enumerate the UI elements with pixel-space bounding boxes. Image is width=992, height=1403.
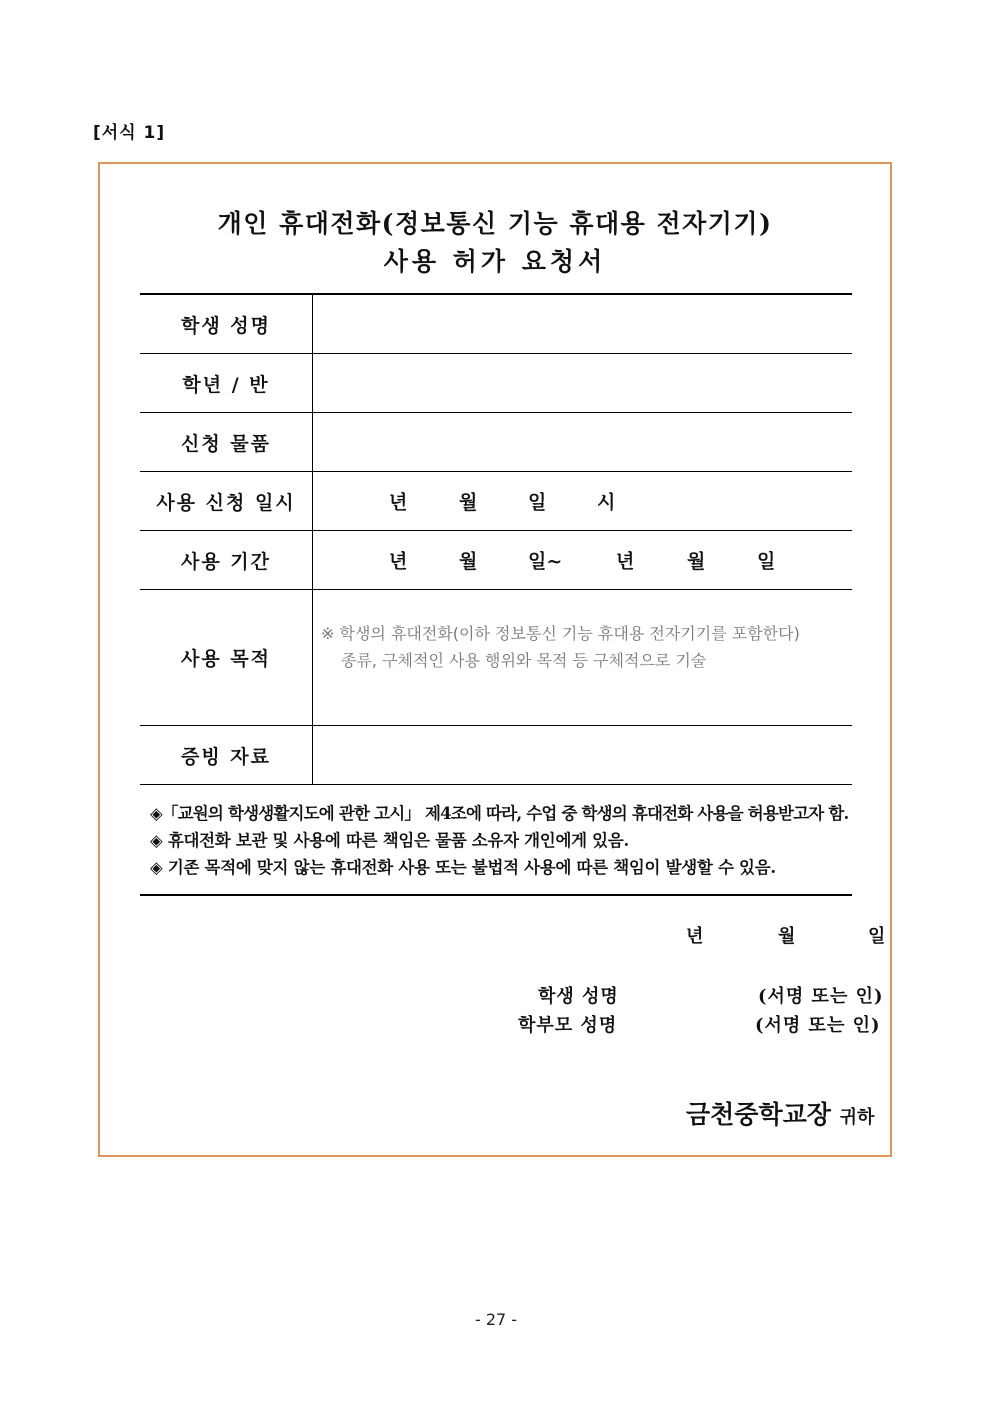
- label-request-datetime: 사용 신청 일시: [140, 472, 313, 531]
- datetime-day-unit: 일: [528, 491, 547, 514]
- request-datetime-field[interactable]: [313, 472, 853, 531]
- purpose-note-line2: 종류, 구체적인 사용 행위와 목적 등 구체적으로 기술: [341, 651, 707, 670]
- usage-period-field[interactable]: [313, 531, 853, 590]
- principal-name: 금천중학교장: [686, 1100, 831, 1129]
- page-number: - 27 -: [474, 1310, 518, 1329]
- parent-signature-field[interactable]: (서명 또는 인): [755, 1015, 881, 1036]
- period-start-month-unit: 월: [459, 550, 478, 573]
- parent-signature-label: 학부모 성명: [518, 1015, 618, 1036]
- label-usage-purpose: 사용 목적: [140, 590, 313, 726]
- application-table: [140, 293, 852, 785]
- period-end-year-unit: 년: [616, 550, 635, 573]
- sign-date-month-unit: 월: [778, 926, 796, 947]
- requested-item-field[interactable]: [313, 413, 853, 472]
- period-start-year-unit: 년: [389, 550, 408, 573]
- label-student-name: 학생 성명: [140, 294, 313, 354]
- label-evidence: 증빙 자료: [140, 726, 313, 785]
- period-start-day-unit: 일~: [528, 550, 563, 573]
- student-signature-field[interactable]: (서명 또는 인): [758, 986, 884, 1007]
- form-label: [서식 1]: [93, 123, 166, 143]
- grade-class-field[interactable]: [313, 354, 853, 413]
- principal-suffix: 귀하: [839, 1107, 875, 1128]
- student-signature-label: 학생 성명: [538, 986, 619, 1007]
- notice-item: ◈ 휴대전화 보관 및 사용에 따른 책임은 물품 소유자 개인에게 있음.: [150, 831, 629, 850]
- row-requested-item: [140, 413, 852, 472]
- principal-addressee: [686, 1095, 874, 1131]
- form-title-line2: 사용 허가 요청서: [383, 247, 607, 276]
- row-grade-class: [140, 354, 852, 413]
- period-end-month-unit: 월: [687, 550, 706, 573]
- row-usage-purpose: [140, 590, 852, 726]
- period-end-day-unit: 일: [757, 550, 776, 573]
- notice-section: [140, 786, 852, 896]
- row-usage-period: [140, 531, 852, 590]
- purpose-note-line1: ※ 학생의 휴대전화(이하 정보통신 기능 휴대용 전자기기를 포함한다): [321, 624, 800, 643]
- label-usage-period: 사용 기간: [140, 531, 313, 590]
- notice-item: ◈「교원의 학생생활지도에 관한 고시」 제4조에 따라, 수업 중 학생의 휴대전화 사용을 허용받고자 함.: [150, 804, 849, 823]
- sign-date-year-unit: 년: [686, 926, 704, 947]
- label-requested-item: 신청 물품: [140, 413, 313, 472]
- datetime-year-unit: 년: [389, 491, 408, 514]
- student-name-field[interactable]: [313, 294, 853, 354]
- evidence-field[interactable]: [313, 726, 853, 785]
- notice-item: ◈ 기존 목적에 맞지 않는 휴대전화 사용 또는 불법적 사용에 따른 책임이 발생할 수 있음.: [150, 858, 776, 877]
- form-frame: [98, 162, 892, 1157]
- label-grade-class: 학년 / 반: [140, 354, 313, 413]
- datetime-month-unit: 월: [459, 491, 478, 514]
- row-student-name: [140, 294, 852, 354]
- sign-date-day-unit: 일: [868, 926, 886, 947]
- purpose-guidance-note: [321, 620, 800, 674]
- usage-purpose-field[interactable]: [313, 590, 853, 726]
- form-title-line1: 개인 휴대전화(정보통신 기능 휴대용 전자기기): [217, 209, 773, 238]
- row-request-datetime: [140, 472, 852, 531]
- row-evidence: [140, 726, 852, 785]
- datetime-hour-unit: 시: [597, 491, 616, 514]
